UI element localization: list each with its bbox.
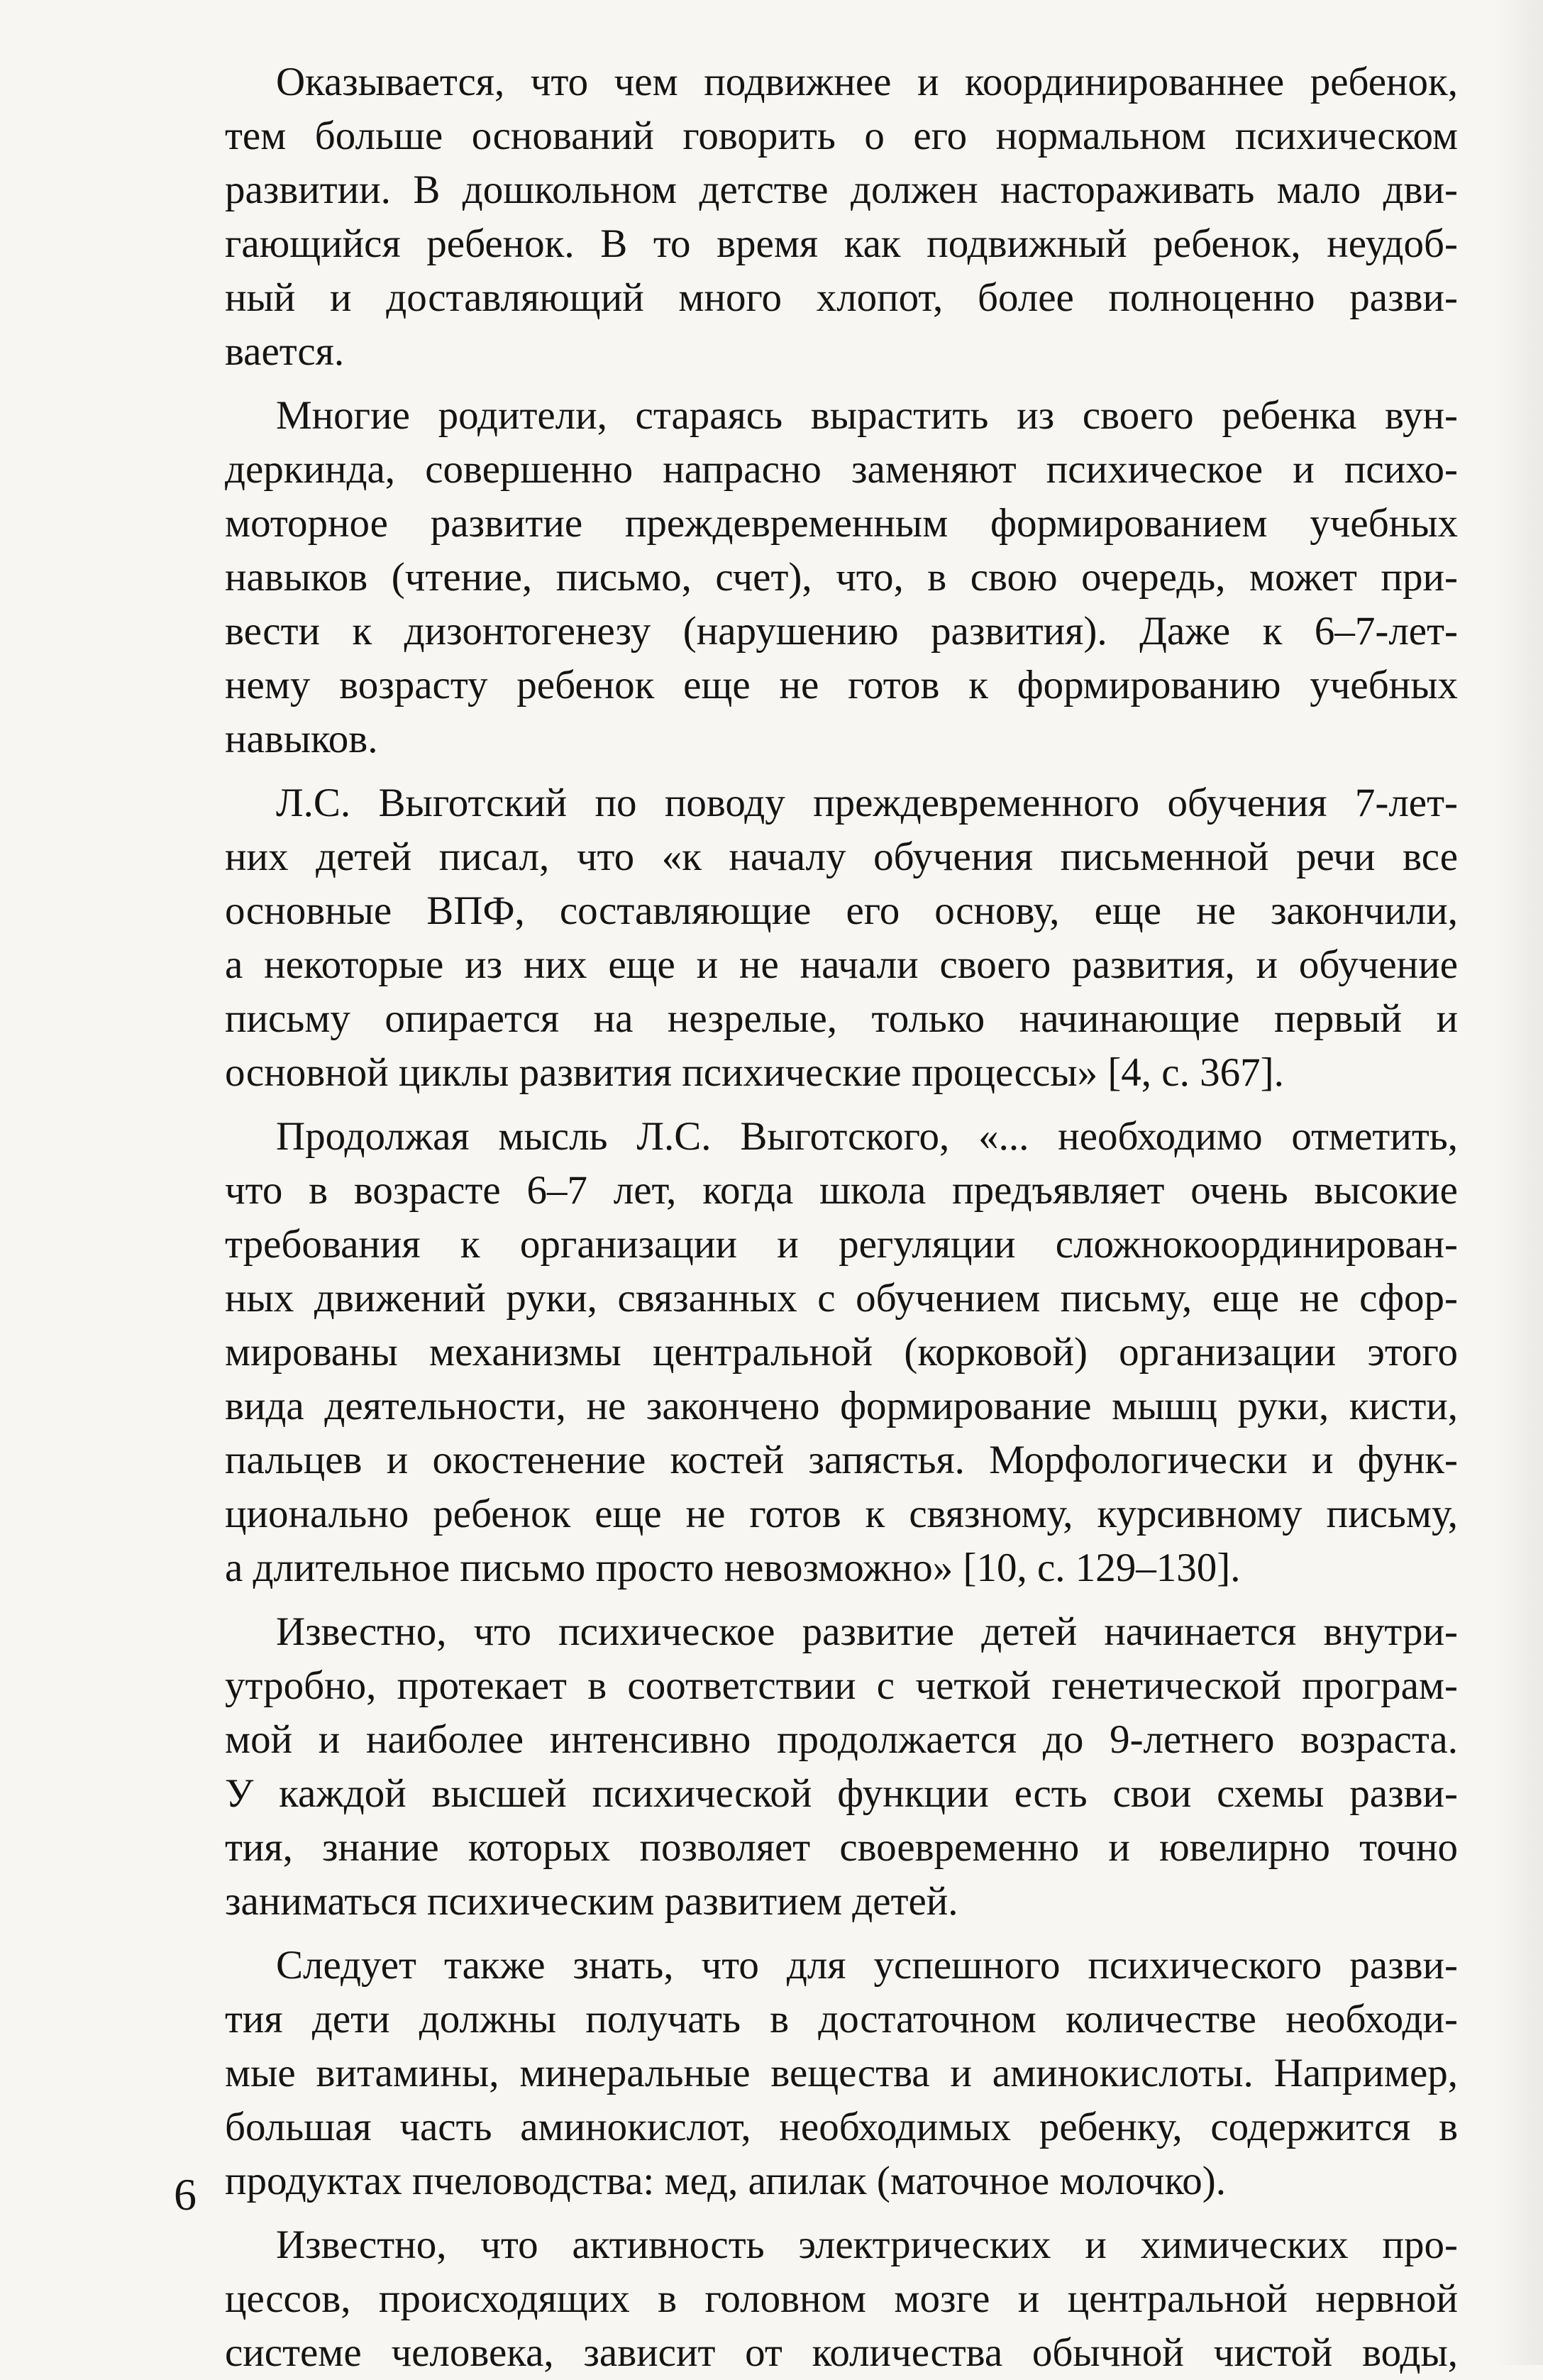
text-line: требования к организации и регуляции сложнокоординирован- (225, 1222, 1458, 1267)
text-line: деркинда, совершенно напрасно заменяют психическое и психо- (225, 447, 1458, 492)
text-line: Известно, что психическое развитие детей начинается внутри- (276, 1609, 1458, 1654)
body-text (174, 55, 1458, 2380)
text-line: мой и наиболее интенсивно продолжается до 9-летнего возраста. (225, 1717, 1458, 1762)
page-edge-shadow (1493, 0, 1543, 2365)
text-line: вести к дизонтогенезу (нарушению развития). Даже к 6–7-лет- (225, 609, 1458, 654)
text-line: тия, знание которых позволяет своевременно и ювелирно точно (225, 1825, 1458, 1870)
text-line: основные ВПФ, составляющие его основу, еще не закончили, (225, 888, 1458, 933)
text-line: них детей писал, что «к началу обучения письменной речи все (225, 834, 1458, 879)
text-line: вида деятельности, не закончено формирование мышц руки, кисти, (225, 1384, 1458, 1428)
text-line: Многие родители, стараясь вырастить из своего ребенка вун- (276, 393, 1458, 438)
paragraph-3 (174, 776, 1458, 1100)
paragraph-7 (174, 2218, 1458, 2380)
text-line: Л.С. Выготский по поводу преждевременного обучения 7-лет- (276, 781, 1458, 825)
text-line: Оказывается, что чем подвижнее и координированнее ребенок, (276, 60, 1458, 104)
text-line: большая часть аминокислот, необходимых ребенку, содержится в (225, 2105, 1458, 2149)
text-line: а некоторые из них еще и не начали своего развития, и обучение (225, 942, 1458, 987)
text-line: мированы механизмы центральной (корковой) организации этого (225, 1330, 1458, 1374)
paragraph-6 (174, 1939, 1458, 2208)
text-line: цессов, происходящих в головном мозге и центральной нервной (225, 2276, 1458, 2321)
text-line: ный и доставляющий много хлопот, более полноценно разви- (225, 275, 1458, 320)
text-line: продуктах пчеловодства: мед, апилак (маточное молочко). (225, 2159, 1226, 2203)
paragraph-5 (174, 1605, 1458, 1929)
text-line: тем больше оснований говорить о его нормальном психическом (225, 114, 1458, 158)
text-line: вается. (225, 329, 345, 374)
text-line: ционально ребенок еще не готов к связному, курсивному письму, (225, 1492, 1458, 1536)
text-line: навыков (чтение, письмо, счет), что, в свою очередь, может при- (225, 555, 1458, 600)
text-line: что в возрасте 6–7 лет, когда школа предъявляет очень высокие (225, 1168, 1458, 1213)
text-line: системе человека, зависит от количества обычной чистой воды, (225, 2330, 1458, 2375)
text-line: Продолжая мысль Л.С. Выготского, «... необходимо отметить, (276, 1114, 1458, 1159)
text-line: пальцев и окостенение костей запястья. Морфологически и функ- (225, 1438, 1458, 1482)
text-line: развитии. В дошкольном детстве должен настораживать мало дви- (225, 167, 1458, 212)
paragraph-4 (174, 1110, 1458, 1595)
text-line: основной циклы развития психические процессы» [4, с. 367]. (225, 1050, 1284, 1095)
text-line: а длительное письмо просто невозможно» [10, с. 129–130]. (225, 1546, 1241, 1590)
text-line: У каждой высшей психической функции есть свои схемы разви- (225, 1771, 1458, 1816)
page-number: 6 (174, 2169, 197, 2220)
paragraph-2 (174, 389, 1458, 766)
text-line: навыков. (225, 717, 378, 761)
text-line: тия дети должны получать в достаточном количестве необходи- (225, 1997, 1458, 2042)
text-line: гающийся ребенок. В то время как подвижный ребенок, неудоб- (225, 221, 1458, 266)
text-line: Следует также знать, что для успешного психического разви- (276, 1943, 1458, 1988)
text-line: нему возрасту ребенок еще не готов к формированию учебных (225, 663, 1458, 707)
text-line: заниматься психическим развитием детей. (225, 1879, 958, 1924)
text-line: Известно, что активность электрических и химических про- (276, 2222, 1458, 2267)
text-line: письму опирается на незрелые, только начинающие первый и (225, 996, 1458, 1041)
paragraph-1 (174, 55, 1458, 379)
text-line: мые витамины, минеральные вещества и аминокислоты. Например, (225, 2051, 1458, 2095)
text-line: ных движений руки, связанных с обучением письму, еще не сфор- (225, 1276, 1458, 1321)
text-line: моторное развитие преждевременным формированием учебных (225, 501, 1458, 546)
text-line: утробно, протекает в соответствии с четкой генетической програм- (225, 1663, 1458, 1708)
